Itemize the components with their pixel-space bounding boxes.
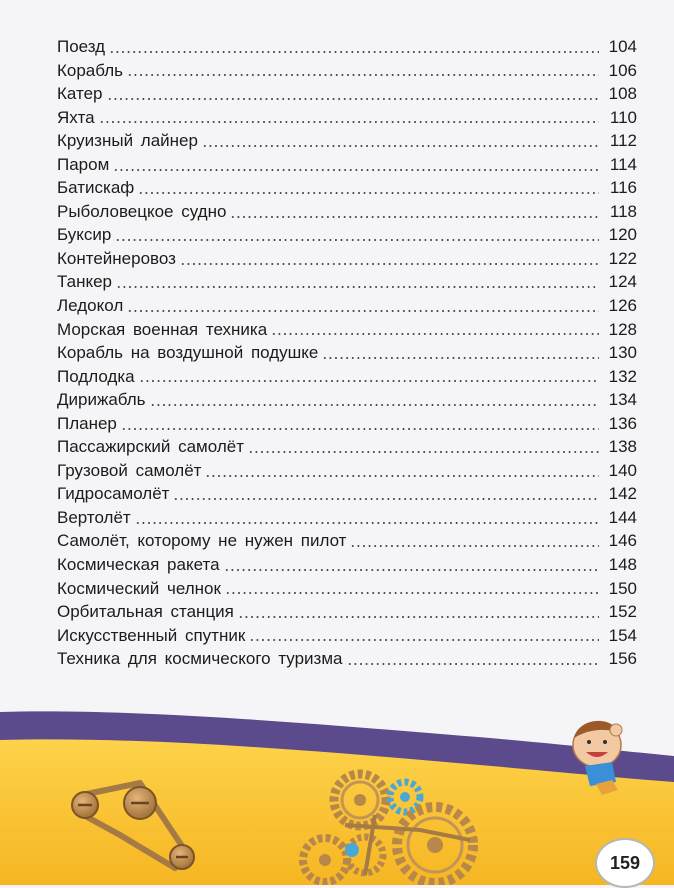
toc-page: 138 (608, 437, 637, 457)
toc-title: Поезд (57, 37, 106, 56)
toc-page: 146 (608, 531, 637, 551)
toc-page: 130 (608, 343, 637, 363)
toc-page: 104 (608, 37, 637, 56)
toc-title: Рыболовецкое судно (57, 201, 227, 221)
toc-page: 110 (609, 107, 637, 127)
toc-page: 112 (609, 131, 637, 151)
toc-title: Грузовой самолёт (57, 460, 202, 480)
toc-title: Батискаф (57, 178, 135, 198)
toc-title: Ледокол (57, 296, 124, 316)
toc-title: Дирижабль (57, 390, 146, 410)
toc-title: Контейнеровоз (57, 248, 176, 268)
toc-page: 140 (608, 460, 637, 480)
toc-page: 122 (608, 248, 637, 268)
toc-title: Морская военная техника (57, 319, 268, 339)
toc-title: Танкер (57, 272, 113, 292)
toc-title: Яхта (57, 107, 95, 127)
toc-page: 124 (608, 272, 637, 292)
toc-title: Орбитальная станция (57, 602, 234, 622)
toc-page: 108 (608, 84, 637, 104)
toc-title: Искусственный спутник (57, 625, 246, 645)
toc-title: Техника для космического туризма (57, 649, 343, 669)
toc-page: 142 (608, 484, 637, 504)
toc-page: 156 (608, 649, 637, 669)
toc-title: Пассажирский самолёт (57, 437, 244, 457)
toc-page: 150 (608, 578, 637, 598)
toc-title: Катер (57, 84, 103, 104)
toc-page: 120 (608, 225, 637, 245)
toc-page: 126 (608, 296, 637, 316)
toc-page: 118 (609, 201, 637, 221)
toc-title: Планер (57, 413, 117, 433)
toc-page: 144 (608, 507, 637, 527)
toc-title: Подлодка (57, 366, 135, 386)
toc-page: 128 (608, 319, 637, 339)
page-number: 159 (609, 852, 641, 873)
toc-page: 154 (608, 625, 637, 645)
toc-page: 136 (608, 413, 637, 433)
page-number-badge (595, 838, 655, 888)
toc-title: Космический челнок (57, 578, 221, 598)
toc-page: 152 (608, 602, 637, 622)
toc-title: Буксир (57, 225, 112, 245)
toc-page: 132 (608, 366, 637, 386)
toc-title: Корабль (57, 60, 124, 80)
toc-title: Вертолёт (57, 507, 131, 527)
toc-title: Корабль на воздушной подушке (57, 343, 319, 363)
toc-title: Самолёт, которому не нужен пилот (57, 531, 347, 551)
toc-title: Космическая ракета (57, 555, 220, 575)
toc-page: 114 (609, 154, 637, 174)
toc-page: 106 (608, 60, 637, 80)
toc-title: Паром (57, 154, 110, 174)
toc-title: Гидросамолёт (57, 484, 170, 504)
toc-page: 116 (609, 178, 637, 198)
toc-page: 134 (608, 390, 637, 410)
toc-title: Круизный лайнер (57, 131, 198, 151)
toc-page: 148 (608, 555, 637, 575)
